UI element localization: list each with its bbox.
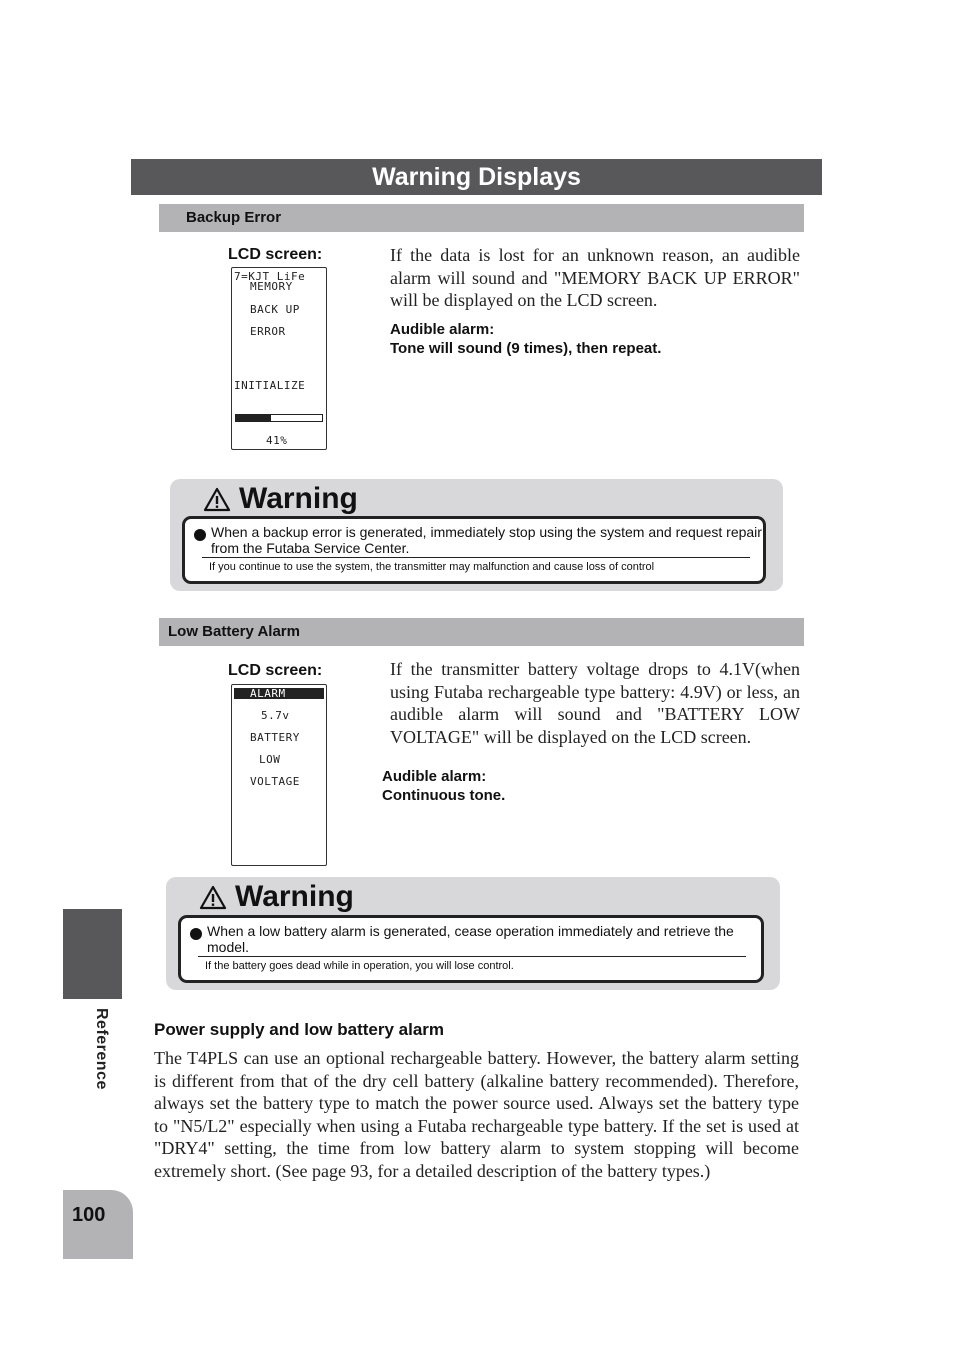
subsection-heading: Power supply and low battery alarm (154, 1020, 445, 1039)
lcd-text: INITIALIZE (234, 379, 306, 392)
lcd-header: ALARM (250, 687, 286, 700)
warning-note: If the battery goes dead while in operation, you will lose control. (205, 960, 514, 972)
alarm-text: Tone will sound (9 times), then repeat. (390, 340, 662, 357)
warning-message-text: When a low battery alarm is generated, cease operation immediately and retrieve the model. (207, 923, 734, 955)
section-heading-backup-error: Backup Error (159, 204, 804, 232)
warning-message-text: When a backup error is generated, immediately stop using the system and request repair from the Futaba Service Center. (211, 524, 762, 556)
side-label: Reference (93, 1008, 110, 1090)
lcd-percent: 41% (266, 434, 288, 447)
warning-triangle-icon (199, 885, 227, 910)
page-title: Warning Displays (131, 159, 822, 195)
lcd-text: LOW (259, 753, 281, 766)
lcd-text: BATTERY (250, 731, 300, 744)
power-body: The T4PLS can use an optional rechargeable battery. However, the battery alarm setting is different from that of the dry cell battery (alkaline battery recommended). Therefore, always set the battery type to match the power source used. Always set the battery type to "N5/L2" especially when using a Futaba rechargeable type battery. If the set is used at "DRY4" setting, the time from low battery alarm to system stopping will become extremely short. (See page 93, for a detailed description of the battery types.) (154, 1048, 799, 1181)
lcd-voltage: 5.7v (261, 709, 290, 722)
warning-box-low-battery (166, 877, 780, 990)
warning-heading (203, 482, 358, 516)
alarm-label: Audible alarm: (382, 768, 487, 785)
warning-note: If you continue to use the system, the transmitter may malfunction and cause loss of control (209, 561, 655, 573)
warning-box-backup (170, 479, 783, 591)
lcd-screen-low-battery (231, 684, 327, 866)
side-tab (63, 909, 122, 999)
exclamation-icon: ! (194, 529, 206, 541)
warning-message (185, 923, 767, 956)
lcd-text: ERROR (250, 325, 286, 338)
divider (202, 557, 750, 558)
lcd-progress-fill (236, 415, 271, 421)
exclamation-icon: ! (190, 928, 202, 940)
warning-message (189, 524, 766, 557)
warning-content (178, 915, 764, 983)
lcd-label: LCD screen: (228, 246, 323, 263)
low-battery-description: If the transmitter battery voltage drops to 4.1V(when using Futaba rechargeable type battery: 4.9V) or less, an audible alarm will sound and "BATTERY LOW VOLTAGE" will be displayed on the LCD screen. (390, 659, 800, 747)
lcd-screen-backup-error (231, 267, 327, 450)
lcd-progress-bar (235, 414, 323, 422)
warning-heading (199, 880, 354, 914)
divider (198, 956, 746, 957)
warning-title: Warning (239, 482, 358, 515)
lcd-text: BACK UP (250, 303, 300, 316)
lcd-text: MEMORY (250, 280, 293, 293)
warning-triangle-icon (203, 487, 231, 512)
lcd-model-name: 7=KJT LiFe (234, 270, 306, 283)
backup-description: If the data is lost for an unknown reason, an audible alarm will sound and "MEMORY BACK UP ERROR" will be displayed on the LCD screen. (390, 245, 800, 311)
page-number: 100 (72, 1204, 106, 1226)
lcd-label: LCD screen: (228, 662, 323, 679)
alarm-text: Continuous tone. (382, 787, 506, 804)
warning-title: Warning (235, 880, 354, 913)
alarm-label: Audible alarm: (390, 321, 495, 338)
section-heading-low-battery: Low Battery Alarm (159, 618, 804, 646)
warning-content (182, 516, 766, 584)
lcd-text: VOLTAGE (250, 775, 300, 788)
